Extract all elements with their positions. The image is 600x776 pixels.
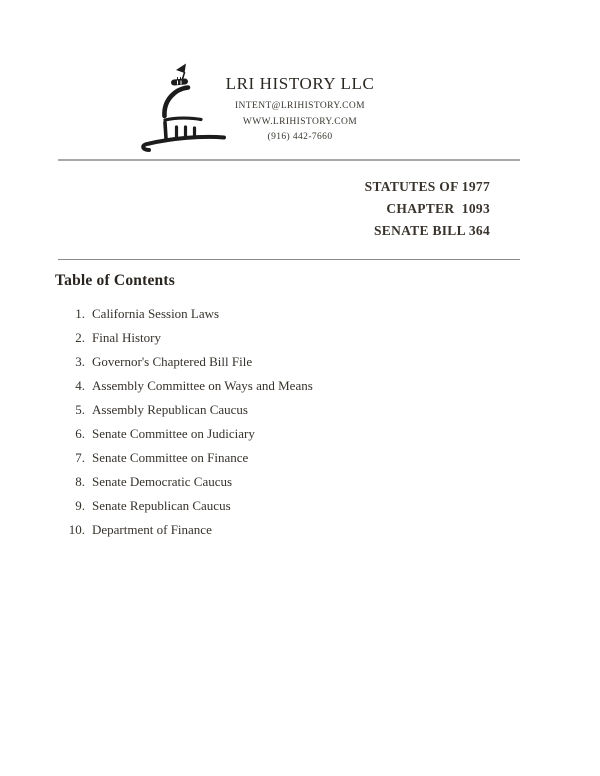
toc-item-label: Senate Committee on Judiciary — [92, 426, 255, 441]
toc-item-number: 6. — [75, 426, 85, 441]
statutes-line: STATUTES OF 1977 — [364, 179, 490, 194]
toc-item — [0, 326, 420, 350]
toc-item-label: California Session Laws — [92, 306, 220, 321]
toc-item-label: Senate Republican Caucus — [92, 498, 231, 513]
company-website: WWW.LRIHISTORY.COM — [242, 116, 358, 127]
toc-item-label: Governor's Chaptered Bill File — [92, 354, 253, 369]
toc-item-number: 3. — [75, 354, 85, 369]
toc-item-number: 10. — [68, 522, 85, 537]
toc-item-label: Assembly Committee on Ways and Means — [92, 378, 313, 393]
toc-item-number: 7. — [75, 450, 85, 465]
company-email: INTENT@LRIHISTORY.COM — [234, 101, 365, 111]
toc-item — [0, 518, 420, 542]
letterhead — [180, 74, 420, 146]
toc-item-number: 8. — [75, 474, 85, 489]
toc-item-label: Department of Finance — [92, 522, 212, 537]
toc-item-number: 4. — [75, 378, 85, 393]
toc-item-label: Assembly Republican Caucus — [92, 402, 248, 417]
toc-item — [0, 302, 420, 326]
toc-item-label: Senate Committee on Finance — [92, 450, 249, 465]
toc-item — [0, 374, 420, 398]
toc-item-number: 2. — [75, 330, 85, 345]
toc-list — [0, 302, 420, 542]
toc-item — [0, 494, 420, 518]
toc-item — [0, 446, 420, 470]
toc-title: Table of Contents — [55, 272, 175, 289]
toc-item — [0, 398, 420, 422]
toc-item — [0, 422, 420, 446]
header-divider — [58, 159, 520, 161]
toc-item-number: 9. — [75, 498, 85, 513]
company-phone: (916) 442-7660 — [267, 132, 333, 142]
senate-bill-line: SENATE BILL 364 — [373, 223, 490, 238]
chapter-line: CHAPTER 1093 — [386, 201, 490, 216]
toc-item-label: Final History — [92, 330, 161, 345]
toc-item-number: 1. — [75, 306, 85, 321]
case-reference-block — [365, 176, 490, 242]
section-divider — [58, 259, 520, 260]
toc-item-label: Senate Democratic Caucus — [92, 474, 233, 489]
toc-item — [0, 350, 420, 374]
toc-item — [0, 470, 420, 494]
company-name: LRI HISTORY LLC — [225, 74, 375, 93]
toc-item-number: 5. — [75, 402, 85, 417]
